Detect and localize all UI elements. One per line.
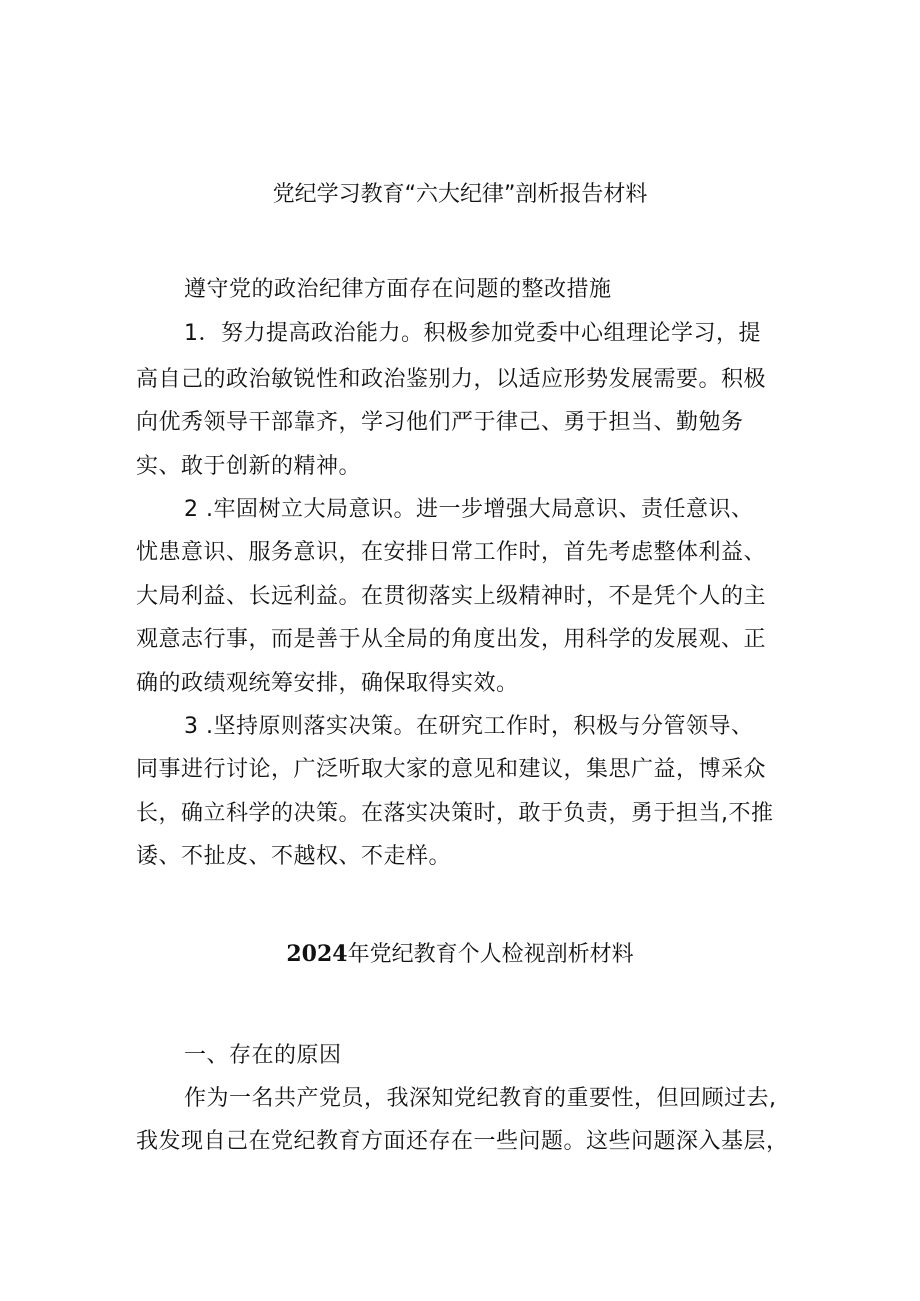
reason-heading: 一、存在的原因	[184, 1043, 342, 1068]
section-heading: 遵守党的政治纪律方面存在问题的整改措施	[184, 277, 612, 302]
item1-line1: 1．努力提高政治能力。积极参加党委中心组理论学习，提	[184, 321, 761, 346]
item3-line3: 长，确立科学的决策。在落实决策时，敢于负责，勇于担当,不推	[136, 801, 774, 826]
second-document-title	[0, 937, 920, 968]
item2-line1: 2 .牢固树立大局意识。进一步增强大局意识、责任意识、	[184, 497, 754, 522]
item3-line4: 诿、不扯皮、不越权、不走样。	[136, 844, 452, 869]
document-title: 党纪学习教育“六大纪律”剖析报告材料	[272, 182, 648, 207]
reason-para-line1: 作为一名共产党员，我深知党纪教育的重要性，但回顾过去,	[184, 1086, 777, 1111]
item3-line1: 3 .坚持原则落实决策。在研究工作时，积极与分管领导、	[184, 714, 754, 739]
item1-line3: 向优秀领导干部靠齐，学习他们严于律己、勇于担当、勤勉务	[136, 410, 744, 435]
item2-line3: 大局利益、长远利益。在贯彻落实上级精神时，不是凭个人的主	[136, 584, 767, 609]
item2-line2: 忧患意识、服务意识，在安排日常工作时，首先考虑整体利益、	[136, 540, 767, 565]
title-year: 2024	[286, 941, 348, 967]
item2-line5: 确的政绩观统筹安排，确保取得实效。	[136, 671, 519, 696]
reason-para-line2: 我发现自己在党纪教育方面还存在一些问题。这些问题深入基层，	[136, 1129, 789, 1154]
title-text: 年党纪教育个人检视剖析材料	[347, 942, 634, 967]
item1-line2: 高自己的政治敏锐性和政治鉴别力，以适应形势发展需要。积极	[136, 367, 767, 392]
item1-line4: 实、敢于创新的精神。	[136, 454, 362, 479]
item3-line2: 同事进行讨论，广泛听取大家的意见和建议，集思广益，博采众	[136, 757, 767, 782]
item2-line4: 观意志行事，而是善于从全局的角度出发，用科学的发展观、正	[136, 627, 767, 652]
